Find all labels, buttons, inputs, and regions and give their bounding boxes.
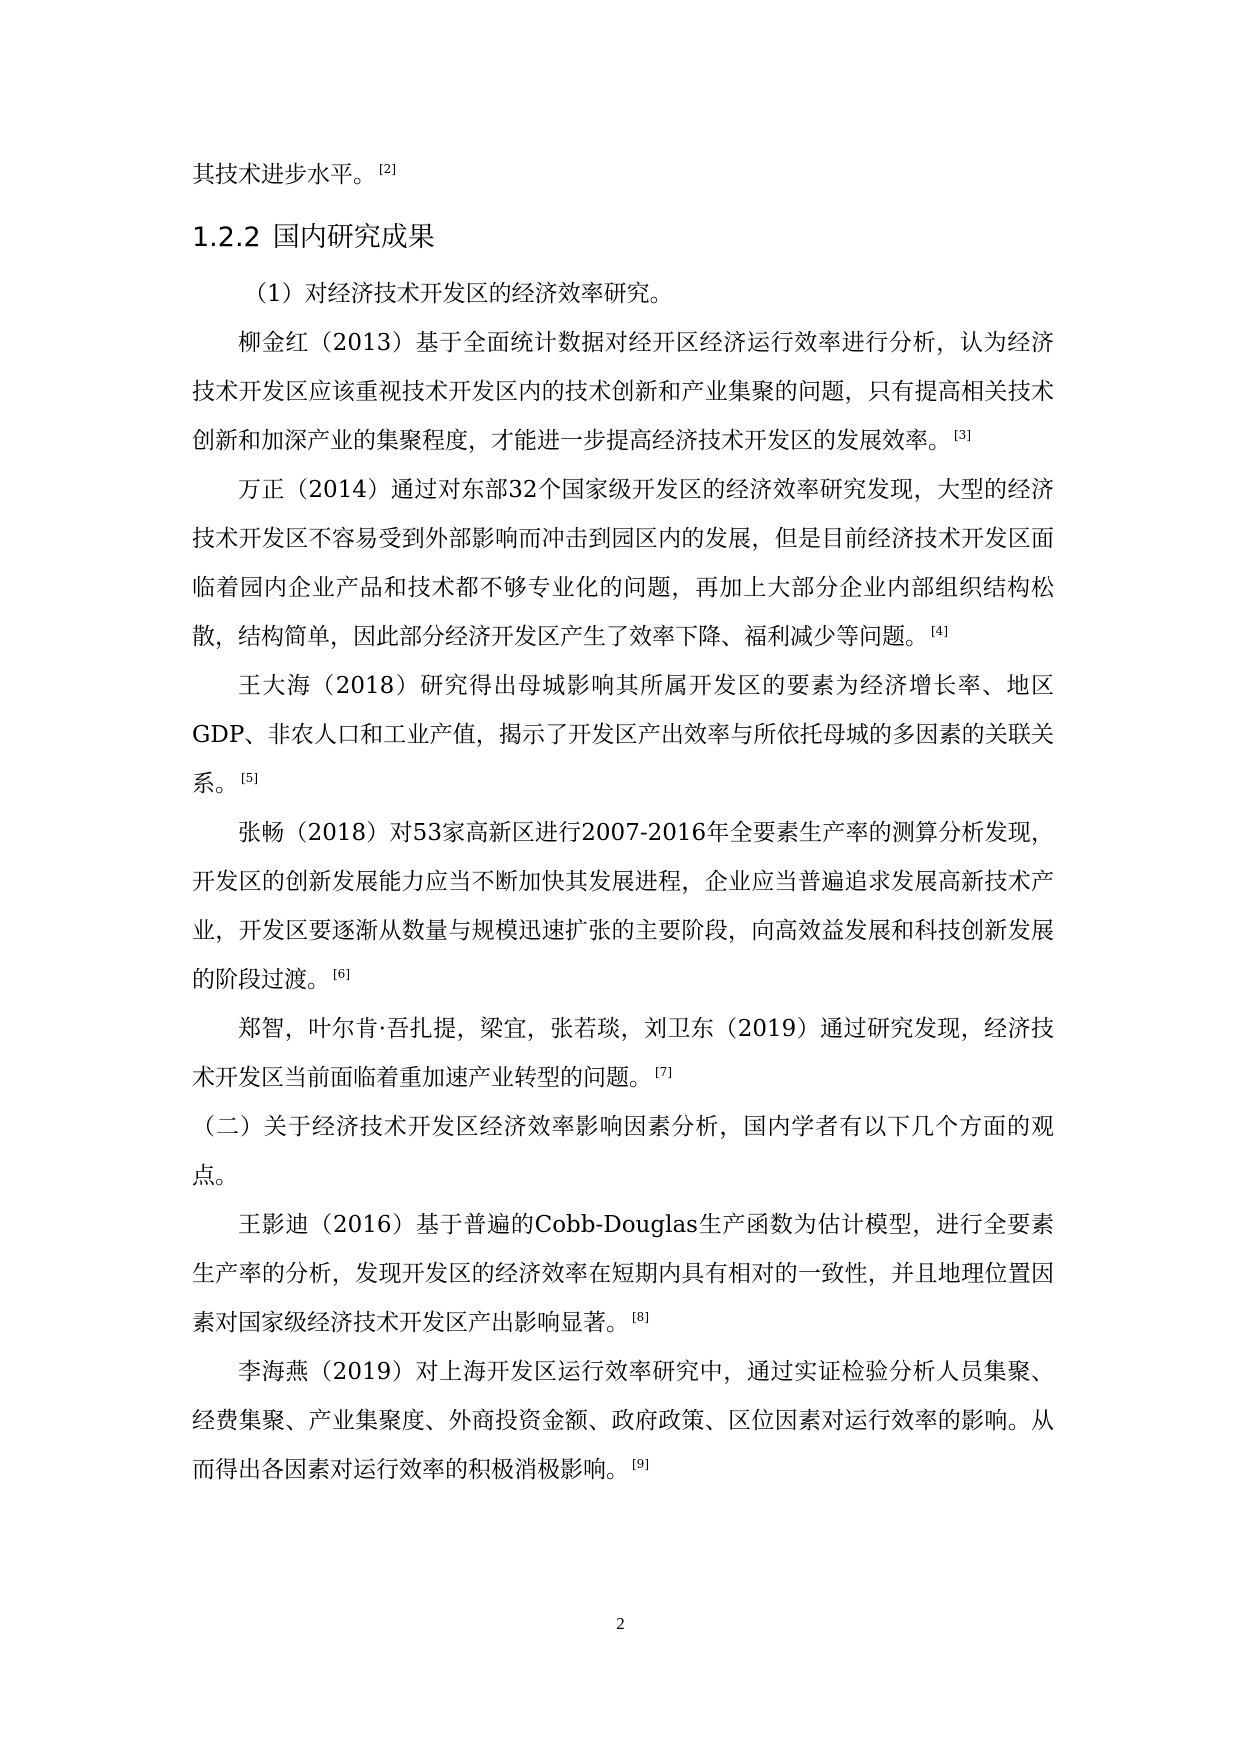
paragraph: [192, 662, 1054, 809]
citation-ref: [9]: [632, 1457, 649, 1472]
citation-ref: [7]: [655, 1065, 672, 1080]
continuation-text: 其技术进步水平。: [192, 162, 376, 188]
paragraph-text: 王影迪（2016）基于普遍的Cobb-Douglas生产函数为估计模型，进行全要素生产率的分析，发现开发区的经济效率在短期内具有相对的一致性，并且地理位置因素对国家级经济技术开发区产出影响显著。: [192, 1212, 1054, 1336]
subsection-heading-1: （1）对经济技术开发区的经济效率研究。: [244, 281, 673, 307]
citation-ref: [4]: [931, 624, 948, 639]
section-title: 国内研究成果: [272, 222, 435, 253]
section-number: 1.2.2: [192, 222, 261, 253]
paragraph-text: 郑智，叶尔肯·吾扎提，梁宜，张若琰，刘卫东（2019）通过研究发现，经济技术开发区当前面临着重加速产业转型的问题。: [192, 1016, 1054, 1091]
paragraph: [192, 466, 1054, 662]
paragraph-text: 万正（2014）通过对东部32个国家级开发区的经济效率研究发现，大型的经济技术开发区不容易受到外部影响而冲击到园区内的发展，但是目前经济技术开发区面临着园内企业产品和技术都不够专业化的问题，再加上大部分企业内部组织结构松散，结构简单，因此部分经济开发区产生了效率下降、福利减少等问题。: [192, 477, 1054, 650]
citation-ref: [2]: [379, 162, 396, 177]
section-heading: [192, 218, 1054, 258]
page-number: 2: [616, 1614, 625, 1633]
subsection-heading-2: （二）关于经济技术开发区经济效率影响因素分析，国内学者有以下几个方面的观点。: [192, 1114, 1054, 1189]
paragraph: [192, 1201, 1054, 1348]
citation-ref: [3]: [954, 428, 971, 443]
paragraph: [192, 1005, 1054, 1103]
paragraph: [192, 319, 1054, 466]
paragraph-text: 王大海（2018）研究得出母城影响其所属开发区的要素为经济增长率、地区GDP、非农人口和工业产值，揭示了开发区产出效率与所依托母城的多因素的关联关系。: [192, 673, 1054, 797]
citation-ref: [6]: [333, 967, 350, 982]
paragraph-text: 柳金红（2013）基于全面统计数据对经开区经济运行效率进行分析，认为经济技术开发区应该重视技术开发区内的技术创新和产业集聚的问题，只有提高相关技术创新和加深产业的集聚程度，才能进一步提高经济技术开发区的发展效率。: [192, 330, 1054, 454]
document-body: [192, 150, 1054, 1495]
paragraph-text: 李海燕（2019）对上海开发区运行效率研究中，通过实证检验分析人员集聚、经费集聚、产业集聚度、外商投资金额、政府政策、区位因素对运行效率的影响。从而得出各因素对运行效率的积极消极影响。: [192, 1359, 1054, 1483]
paragraph: [192, 809, 1054, 1005]
paragraph: [192, 1348, 1054, 1495]
continuation-line: [192, 150, 1054, 200]
citation-ref: [5]: [241, 771, 258, 786]
paragraph-text: 张畅（2018）对53家高新区进行2007-2016年全要素生产率的测算分析发现，开发区的创新发展能力应当不断加快其发展进程，企业应当普遍追求发展高新技术产业，开发区要逐渐从数量与规模迅速扩张的主要阶段，向高效益发展和科技创新发展的阶段过渡。: [192, 820, 1054, 993]
citation-ref: [8]: [632, 1310, 649, 1325]
